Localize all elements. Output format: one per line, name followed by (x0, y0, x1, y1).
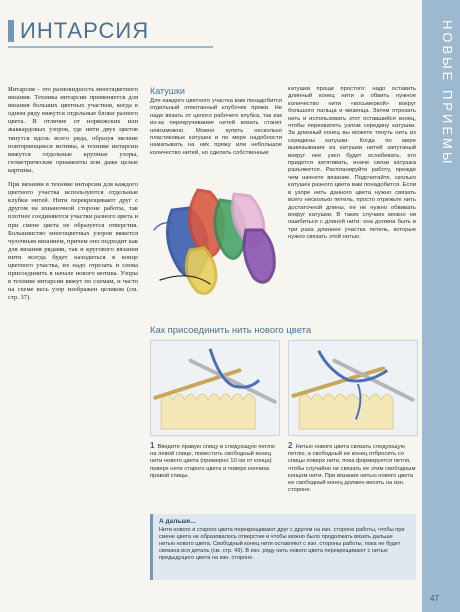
page-header (8, 18, 213, 44)
step-2-caption (288, 442, 418, 494)
step-2-illustration (288, 340, 418, 436)
intro-column (8, 86, 138, 308)
next-steps-text: Нити нового и старого цвета перекрещивают друг с другом на изн. стороне работы, чтобы при смене цвета не образовалось отверстие и чтобы можно было продолжать вязать дальше нитью нового цвета. Свободный конец нити оставляют с изн. стороны работы, пока не будет связана вся деталь (см. стр. 49). В изн. ряду нить нового цвета перекрещивают с нитью предыдущего цвета на изн. стороне. (159, 527, 405, 561)
chapter-side-tab-label: НОВЫЕ ПРИЕМЫ (440, 20, 455, 167)
step-1-illustration (150, 340, 280, 436)
section-heading: Как присоединить нить нового цвета (150, 325, 312, 336)
page-title: ИНТАРСИЯ (20, 18, 150, 43)
intro-paragraph-1: Интарсия – это разновидность многоцветного вязания. Техника интарсии применяется для вязания больших цветных участков, когда в одном ряду вяжутся отдельные блоки разного цвета. В отличие от норвежских или жаккардовых узоров, где нити двух цветов тянутся вдоль всего ряда, образуя мелкие повторяющиеся мотивы, в технике интарсии вяжутся отдельные крупные узоры, геометрические орнаменты или даже целые картины. (8, 86, 138, 174)
step-1-number: 1 (150, 441, 155, 450)
step-2-number: 2 (288, 441, 293, 450)
intro-paragraph-2: При вязании в технике интарсии для каждого цветного участка используются отдельные клубки нитей. Нити перекрещивают друг с другом на изнаночной стороне работы, так плотнее соединяются участки разного цвета и при смене цвета не образуется отверстия. Большинство многоцветных узоров вяжется чулочным вязанием, причем оно подходит как для вязания рядами, так и кругового вязания нити всегда будет находиться в конце цветного участка, их надо отрезать и снова присоединить в начале нового мотива. Узоры в технике интарсии вяжут по схемам, и часто на схеме весь узор изображен целиком (см. стр. 37). (8, 181, 138, 302)
katushki-text: Для каждого цветного участка вам понадобится отдельный отмотанный клубочек пряжи. Не надо вязать от целого рабочего клубка, так как из-за перекручивания нитей вязать станет невозможно. Можно купить несколько пластиковых катушек и по мере надобности наматывать на них пряжу или небольшое количество нитей, но сделать собственные (150, 98, 282, 156)
header-divider (8, 46, 213, 48)
header-accent-mark (8, 20, 14, 42)
katushki-continued-text: катушки проще простого: надо оставить длинный конец нити и обвить нужное количество нити «восьмеркой» вокруг большого пальца и мизинца. Затем отрезать нить и использовать этот оставшийся конец, чтобы перехватить узлом середину катушки. За длинный конец вы можете тянуть нить из середины катушки. Когда по мере вывязывания из катушки нитей запутаный вокруг нее узел будет ослабевать, его придется затягивать, иначе связи катушка разъяжется. Распланируйте работу, прежде чем начнете вязание. Подсчитайте, сколько катушек разного цвета вам понадобится. Если в узоре нить данного цвета нужно связать всего несколько петель, просто отрежьте нить достаточной длины, ее не нужно обвивать вокруг катушки. В таких случаях можно ни ошибиться с длиной нити: она должна быть в три раза длиннее участка петель, которые нужно связать этой нитью. (288, 86, 416, 241)
page-number: 47 (430, 594, 439, 603)
next-steps-box (150, 514, 416, 580)
yarn-bobbins-photo (150, 180, 282, 300)
step-1-text: Введите правую спицу в следующую петлю на левой спице, поместить свободный конец нити нового цвета (примерно 10 см от конца) поверх нити старого цвета и поверх кончика правой спицы. (150, 444, 275, 479)
step-1-caption (150, 442, 280, 480)
next-steps-title: А дальше... (159, 518, 196, 525)
step-2-text: Нитью нового цвета связать следующую петлю, а свободный ее конец отбросить со спицы поверх нити, пока формируется петля, чтобы случайно не связать ее этим свободным концом нити. При вязании нитью нового цвета ее свободный конец должен висеть на изн. стороне. (288, 444, 416, 494)
katushki-heading: Катушки (150, 86, 185, 96)
